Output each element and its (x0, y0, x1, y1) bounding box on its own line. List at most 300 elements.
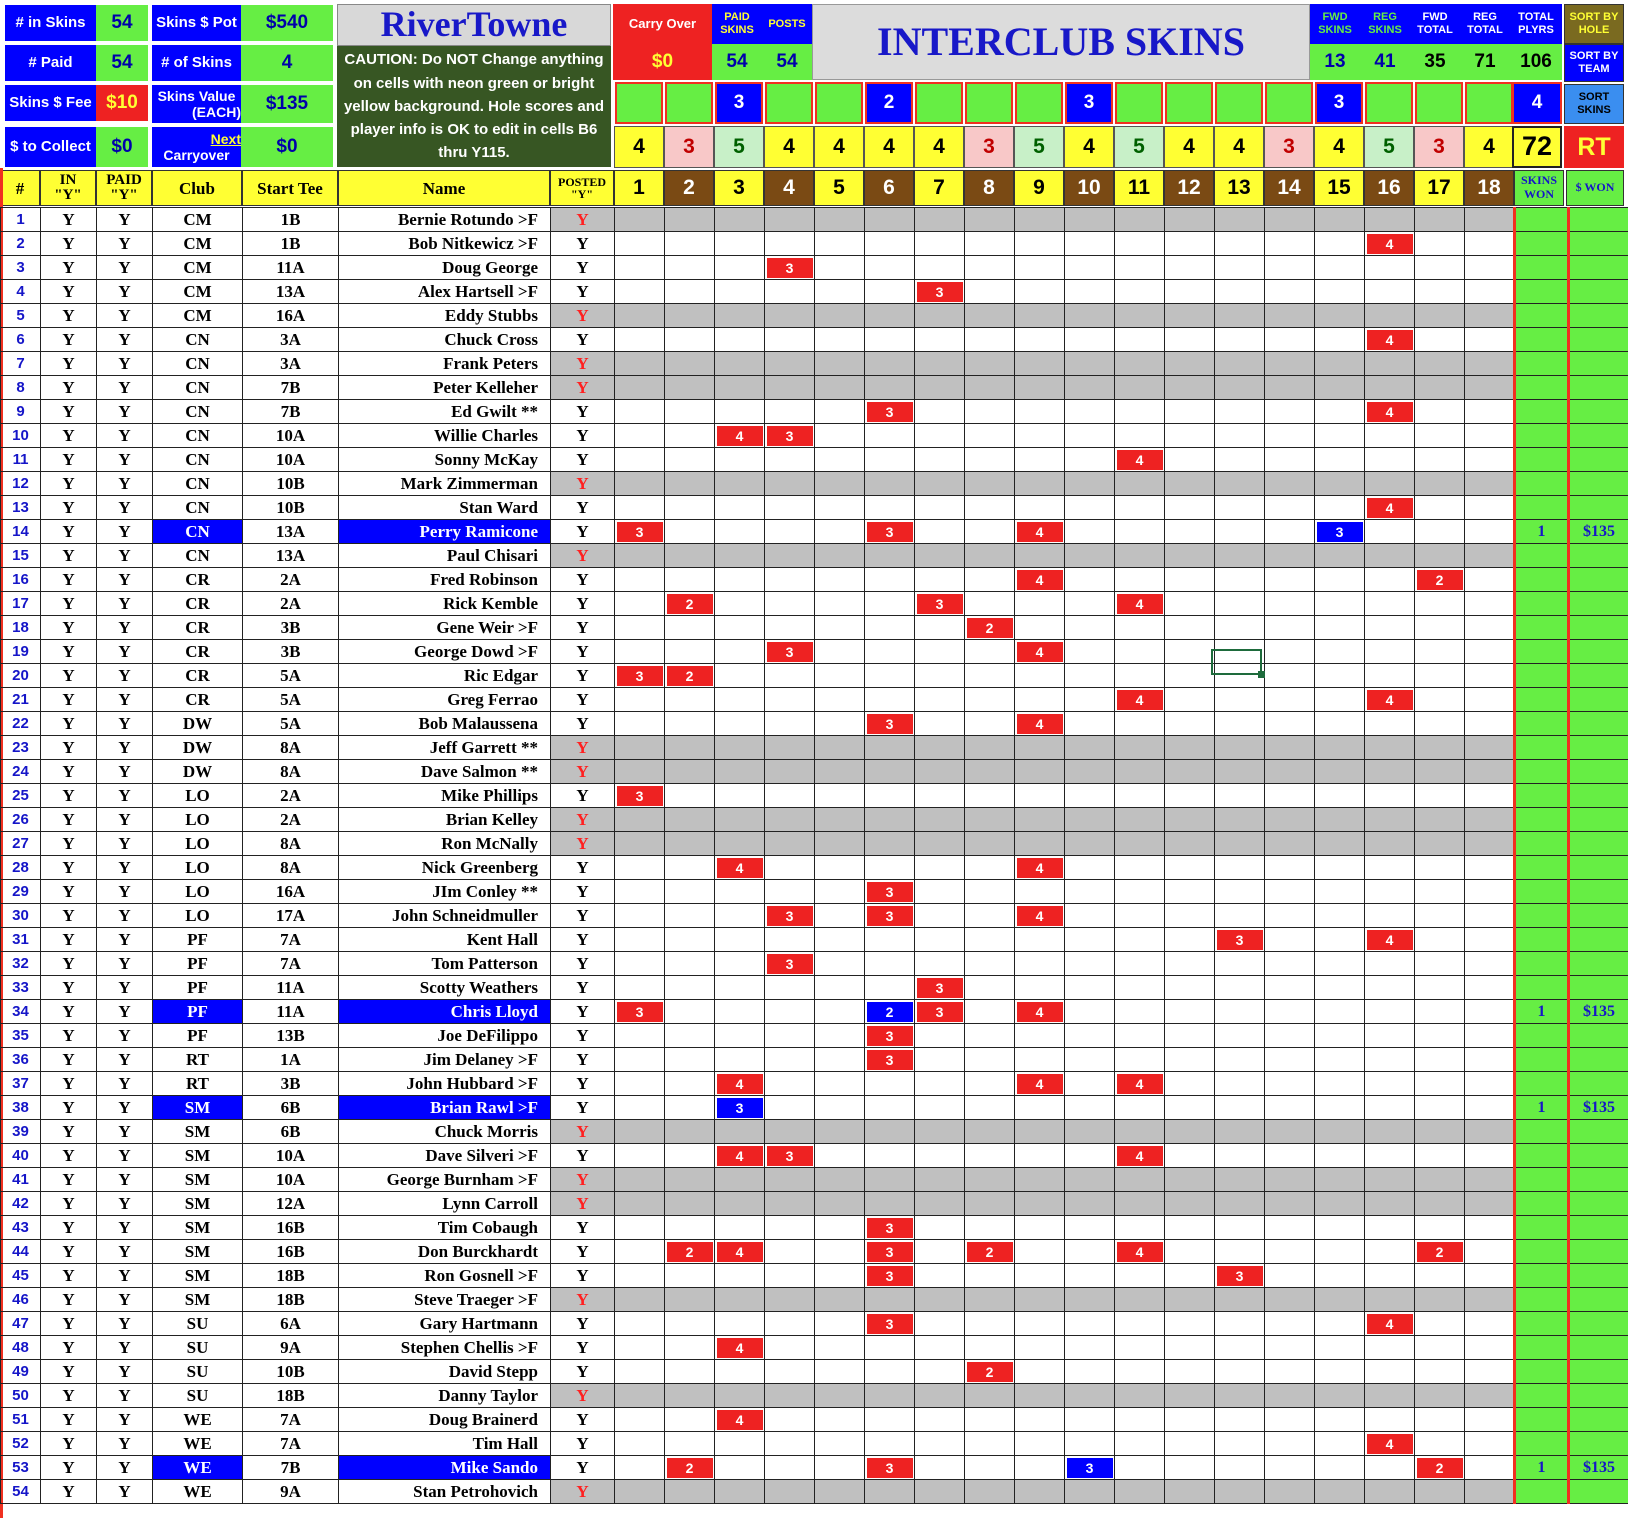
score-hole-1[interactable] (615, 880, 665, 904)
in-cell[interactable]: Y (41, 1240, 97, 1264)
score-hole-3[interactable] (715, 640, 765, 664)
score-hole-2[interactable] (665, 760, 715, 784)
score-hole-14[interactable] (1265, 520, 1315, 544)
score-hole-18[interactable] (1465, 1072, 1515, 1096)
score-hole-13[interactable] (1215, 1384, 1265, 1408)
score-hole-15[interactable] (1315, 376, 1365, 400)
score-hole-4[interactable] (765, 832, 815, 856)
score-hole-4[interactable] (765, 400, 815, 424)
score-hole-5[interactable] (815, 544, 865, 568)
score-hole-18[interactable] (1465, 1120, 1515, 1144)
score-hole-16[interactable] (1365, 472, 1415, 496)
start-tee-cell[interactable]: 3B (243, 616, 339, 640)
score-hole-17[interactable] (1415, 952, 1465, 976)
score-hole-16[interactable] (1365, 304, 1415, 328)
paid-cell[interactable]: Y (97, 256, 153, 280)
score-hole-18[interactable] (1465, 1024, 1515, 1048)
score-hole-12[interactable] (1165, 1360, 1215, 1384)
score-hole-6[interactable] (865, 280, 915, 304)
score-hole-15[interactable] (1315, 448, 1365, 472)
club-cell[interactable]: CN (153, 424, 243, 448)
in-cell[interactable]: Y (41, 208, 97, 232)
in-cell[interactable]: Y (41, 1312, 97, 1336)
score-hole-1[interactable] (615, 1360, 665, 1384)
score-hole-15[interactable] (1315, 1096, 1365, 1120)
score-hole-12[interactable] (1165, 424, 1215, 448)
score-hole-12[interactable] (1165, 1408, 1215, 1432)
score-hole-8[interactable] (965, 1072, 1015, 1096)
score-hole-3[interactable] (715, 1120, 765, 1144)
score-hole-2[interactable] (665, 832, 715, 856)
score-hole-2[interactable] (665, 1000, 715, 1024)
score-hole-16[interactable] (1365, 1120, 1415, 1144)
score-hole-14[interactable] (1265, 1288, 1315, 1312)
score-hole-5[interactable] (815, 736, 865, 760)
player-name[interactable]: Ron Gosnell >F (339, 1264, 551, 1288)
score-hole-11[interactable] (1115, 952, 1165, 976)
score-hole-3[interactable] (715, 1096, 765, 1120)
score-hole-8[interactable] (965, 1048, 1015, 1072)
in-cell[interactable]: Y (41, 1288, 97, 1312)
player-name[interactable]: Ron McNally (339, 832, 551, 856)
in-cell[interactable]: Y (41, 328, 97, 352)
paid-cell[interactable]: Y (97, 352, 153, 376)
score-hole-14[interactable] (1265, 688, 1315, 712)
score-hole-18[interactable] (1465, 544, 1515, 568)
score-hole-2[interactable] (665, 1120, 715, 1144)
score-hole-13[interactable] (1215, 1024, 1265, 1048)
score-hole-14[interactable] (1265, 232, 1315, 256)
club-cell[interactable]: LO (153, 904, 243, 928)
score-hole-13[interactable] (1215, 880, 1265, 904)
score-hole-5[interactable] (815, 1336, 865, 1360)
player-name[interactable]: Tom Patterson (339, 952, 551, 976)
score-hole-14[interactable] (1265, 1216, 1315, 1240)
score-hole-10[interactable] (1065, 1000, 1115, 1024)
posted-cell[interactable]: Y (551, 1168, 615, 1192)
in-cell[interactable]: Y (41, 472, 97, 496)
start-tee-cell[interactable]: 6B (243, 1120, 339, 1144)
score-hole-16[interactable] (1365, 616, 1415, 640)
club-cell[interactable]: PF (153, 1000, 243, 1024)
score-hole-4[interactable] (765, 1264, 815, 1288)
player-name[interactable]: Chuck Morris (339, 1120, 551, 1144)
start-tee-cell[interactable]: 7B (243, 1456, 339, 1480)
score-hole-17[interactable] (1415, 1360, 1465, 1384)
score-hole-7[interactable] (915, 712, 965, 736)
player-name[interactable]: Jim Delaney >F (339, 1048, 551, 1072)
score-hole-17[interactable] (1415, 280, 1465, 304)
score-hole-18[interactable] (1465, 832, 1515, 856)
score-hole-1[interactable] (615, 208, 665, 232)
score-hole-14[interactable] (1265, 1264, 1315, 1288)
score-hole-12[interactable] (1165, 232, 1215, 256)
score-hole-18[interactable] (1465, 568, 1515, 592)
in-cell[interactable]: Y (41, 232, 97, 256)
player-name[interactable]: Greg Ferrao (339, 688, 551, 712)
in-cell[interactable]: Y (41, 640, 97, 664)
score-hole-2[interactable] (665, 256, 715, 280)
score-hole-13[interactable] (1215, 1312, 1265, 1336)
score-hole-11[interactable] (1115, 1240, 1165, 1264)
posted-cell[interactable]: Y (551, 448, 615, 472)
score-hole-5[interactable] (815, 952, 865, 976)
score-hole-7[interactable] (915, 856, 965, 880)
paid-cell[interactable]: Y (97, 232, 153, 256)
score-hole-16[interactable] (1365, 280, 1415, 304)
score-hole-6[interactable] (865, 1456, 915, 1480)
score-hole-17[interactable] (1415, 328, 1465, 352)
score-hole-1[interactable] (615, 568, 665, 592)
score-hole-4[interactable] (765, 808, 815, 832)
score-hole-5[interactable] (815, 232, 865, 256)
score-hole-3[interactable] (715, 736, 765, 760)
score-hole-2[interactable] (665, 448, 715, 472)
score-hole-8[interactable] (965, 424, 1015, 448)
start-tee-cell[interactable]: 10B (243, 1360, 339, 1384)
score-hole-9[interactable] (1015, 1192, 1065, 1216)
in-cell[interactable]: Y (41, 1360, 97, 1384)
score-hole-9[interactable] (1015, 568, 1065, 592)
score-hole-6[interactable] (865, 1264, 915, 1288)
score-hole-18[interactable] (1465, 232, 1515, 256)
score-hole-11[interactable] (1115, 784, 1165, 808)
in-cell[interactable]: Y (41, 664, 97, 688)
score-hole-18[interactable] (1465, 712, 1515, 736)
score-hole-7[interactable] (915, 904, 965, 928)
paid-cell[interactable]: Y (97, 1456, 153, 1480)
score-hole-18[interactable] (1465, 1432, 1515, 1456)
score-hole-16[interactable] (1365, 1072, 1415, 1096)
score-hole-1[interactable] (615, 1120, 665, 1144)
score-hole-9[interactable] (1015, 352, 1065, 376)
score-hole-15[interactable] (1315, 928, 1365, 952)
paid-cell[interactable]: Y (97, 1264, 153, 1288)
in-cell[interactable]: Y (41, 424, 97, 448)
paid-cell[interactable]: Y (97, 1024, 153, 1048)
score-hole-1[interactable] (615, 448, 665, 472)
score-hole-5[interactable] (815, 928, 865, 952)
posted-cell[interactable]: Y (551, 712, 615, 736)
score-hole-10[interactable] (1065, 952, 1115, 976)
score-hole-1[interactable] (615, 784, 665, 808)
score-hole-11[interactable] (1115, 976, 1165, 1000)
score-hole-5[interactable] (815, 352, 865, 376)
score-hole-8[interactable] (965, 808, 1015, 832)
score-hole-4[interactable] (765, 352, 815, 376)
score-hole-15[interactable] (1315, 544, 1365, 568)
score-hole-7[interactable] (915, 1072, 965, 1096)
score-hole-7[interactable] (915, 1456, 965, 1480)
score-hole-15[interactable] (1315, 1216, 1365, 1240)
score-hole-2[interactable] (665, 1312, 715, 1336)
score-hole-10[interactable] (1065, 424, 1115, 448)
score-hole-7[interactable] (915, 832, 965, 856)
score-hole-4[interactable] (765, 712, 815, 736)
score-hole-15[interactable] (1315, 1264, 1365, 1288)
score-hole-5[interactable] (815, 520, 865, 544)
score-hole-5[interactable] (815, 1072, 865, 1096)
score-hole-16[interactable] (1365, 1432, 1415, 1456)
score-hole-18[interactable] (1465, 784, 1515, 808)
score-hole-5[interactable] (815, 280, 865, 304)
in-cell[interactable]: Y (41, 712, 97, 736)
score-hole-18[interactable] (1465, 352, 1515, 376)
score-hole-17[interactable] (1415, 1168, 1465, 1192)
score-hole-7[interactable] (915, 424, 965, 448)
score-hole-3[interactable] (715, 712, 765, 736)
score-hole-15[interactable] (1315, 472, 1365, 496)
score-hole-14[interactable] (1265, 760, 1315, 784)
score-hole-10[interactable] (1065, 976, 1115, 1000)
start-tee-cell[interactable]: 7A (243, 1408, 339, 1432)
score-hole-17[interactable] (1415, 352, 1465, 376)
score-hole-16[interactable] (1365, 424, 1415, 448)
score-hole-3[interactable] (715, 1264, 765, 1288)
score-hole-8[interactable] (965, 1192, 1015, 1216)
score-hole-6[interactable] (865, 880, 915, 904)
paid-cell[interactable]: Y (97, 592, 153, 616)
score-hole-18[interactable] (1465, 736, 1515, 760)
paid-cell[interactable]: Y (97, 904, 153, 928)
score-hole-5[interactable] (815, 808, 865, 832)
score-hole-7[interactable] (915, 472, 965, 496)
paid-cell[interactable]: Y (97, 304, 153, 328)
in-cell[interactable]: Y (41, 1456, 97, 1480)
score-hole-12[interactable] (1165, 280, 1215, 304)
score-hole-14[interactable] (1265, 1000, 1315, 1024)
score-hole-5[interactable] (815, 496, 865, 520)
score-hole-13[interactable] (1215, 1168, 1265, 1192)
score-hole-1[interactable] (615, 1000, 665, 1024)
score-hole-6[interactable] (865, 712, 915, 736)
paid-cell[interactable]: Y (97, 928, 153, 952)
sort-by-team-button[interactable]: SORT BY TEAM (1564, 44, 1624, 82)
score-hole-4[interactable] (765, 904, 815, 928)
start-tee-cell[interactable]: 7B (243, 400, 339, 424)
score-hole-3[interactable] (715, 1456, 765, 1480)
score-hole-15[interactable] (1315, 1072, 1365, 1096)
paid-cell[interactable]: Y (97, 1336, 153, 1360)
paid-cell[interactable]: Y (97, 784, 153, 808)
score-hole-11[interactable] (1115, 808, 1165, 832)
in-cell[interactable]: Y (41, 856, 97, 880)
club-cell[interactable]: CN (153, 328, 243, 352)
in-cell[interactable]: Y (41, 1432, 97, 1456)
score-hole-18[interactable] (1465, 1096, 1515, 1120)
in-cell[interactable]: Y (41, 760, 97, 784)
score-hole-8[interactable] (965, 688, 1015, 712)
score-hole-4[interactable] (765, 472, 815, 496)
score-hole-1[interactable] (615, 616, 665, 640)
posted-cell[interactable]: Y (551, 1024, 615, 1048)
score-hole-1[interactable] (615, 1312, 665, 1336)
score-hole-1[interactable] (615, 1480, 665, 1504)
score-hole-10[interactable] (1065, 616, 1115, 640)
score-hole-7[interactable] (915, 1096, 965, 1120)
score-hole-6[interactable] (865, 856, 915, 880)
score-hole-7[interactable] (915, 304, 965, 328)
club-cell[interactable]: LO (153, 784, 243, 808)
score-hole-5[interactable] (815, 1144, 865, 1168)
player-name[interactable]: Lynn Carroll (339, 1192, 551, 1216)
score-hole-16[interactable] (1365, 640, 1415, 664)
score-hole-16[interactable] (1365, 856, 1415, 880)
score-hole-12[interactable] (1165, 400, 1215, 424)
score-hole-4[interactable] (765, 208, 815, 232)
score-hole-15[interactable] (1315, 1360, 1365, 1384)
score-hole-9[interactable] (1015, 832, 1065, 856)
score-hole-16[interactable] (1365, 736, 1415, 760)
score-hole-14[interactable] (1265, 472, 1315, 496)
club-cell[interactable]: SM (153, 1216, 243, 1240)
score-hole-9[interactable] (1015, 280, 1065, 304)
score-hole-16[interactable] (1365, 1024, 1415, 1048)
score-hole-15[interactable] (1315, 808, 1365, 832)
score-hole-9[interactable] (1015, 496, 1065, 520)
start-tee-cell[interactable]: 13A (243, 544, 339, 568)
score-hole-7[interactable] (915, 1024, 965, 1048)
sort-skins-button[interactable]: SORT SKINS (1564, 84, 1624, 124)
score-hole-3[interactable] (715, 688, 765, 712)
score-hole-12[interactable] (1165, 1264, 1215, 1288)
score-hole-6[interactable] (865, 592, 915, 616)
player-name[interactable]: Kent Hall (339, 928, 551, 952)
score-hole-2[interactable] (665, 808, 715, 832)
score-hole-10[interactable] (1065, 664, 1115, 688)
score-hole-17[interactable] (1415, 1144, 1465, 1168)
score-hole-1[interactable] (615, 688, 665, 712)
score-hole-6[interactable] (865, 496, 915, 520)
in-cell[interactable]: Y (41, 880, 97, 904)
score-hole-7[interactable] (915, 736, 965, 760)
score-hole-16[interactable] (1365, 976, 1415, 1000)
score-hole-6[interactable] (865, 328, 915, 352)
score-hole-4[interactable] (765, 496, 815, 520)
start-tee-cell[interactable]: 5A (243, 688, 339, 712)
start-tee-cell[interactable]: 1B (243, 232, 339, 256)
score-hole-6[interactable] (865, 1096, 915, 1120)
in-cell[interactable]: Y (41, 928, 97, 952)
score-hole-6[interactable] (865, 1048, 915, 1072)
score-hole-4[interactable] (765, 376, 815, 400)
score-hole-11[interactable] (1115, 688, 1165, 712)
club-cell[interactable]: SM (153, 1240, 243, 1264)
score-hole-1[interactable] (615, 328, 665, 352)
club-cell[interactable]: SM (153, 1264, 243, 1288)
score-hole-2[interactable] (665, 400, 715, 424)
score-hole-17[interactable] (1415, 424, 1465, 448)
score-hole-8[interactable] (965, 1360, 1015, 1384)
score-hole-8[interactable] (965, 376, 1015, 400)
score-hole-3[interactable] (715, 544, 765, 568)
score-hole-3[interactable] (715, 328, 765, 352)
score-hole-3[interactable] (715, 280, 765, 304)
score-hole-13[interactable] (1215, 1456, 1265, 1480)
posted-cell[interactable]: Y (551, 352, 615, 376)
score-hole-6[interactable] (865, 544, 915, 568)
start-tee-cell[interactable]: 10A (243, 424, 339, 448)
score-hole-4[interactable] (765, 976, 815, 1000)
score-hole-6[interactable] (865, 520, 915, 544)
score-hole-11[interactable] (1115, 280, 1165, 304)
score-hole-18[interactable] (1465, 1288, 1515, 1312)
score-hole-2[interactable] (665, 1096, 715, 1120)
paid-cell[interactable]: Y (97, 1432, 153, 1456)
score-hole-11[interactable] (1115, 904, 1165, 928)
posted-cell[interactable]: Y (551, 1216, 615, 1240)
score-hole-5[interactable] (815, 1168, 865, 1192)
score-hole-7[interactable] (915, 568, 965, 592)
score-hole-16[interactable] (1365, 1480, 1415, 1504)
score-hole-17[interactable] (1415, 1072, 1465, 1096)
score-hole-8[interactable] (965, 736, 1015, 760)
in-cell[interactable]: Y (41, 1024, 97, 1048)
score-hole-17[interactable] (1415, 1312, 1465, 1336)
score-hole-15[interactable] (1315, 664, 1365, 688)
in-cell[interactable]: Y (41, 544, 97, 568)
score-hole-1[interactable] (615, 712, 665, 736)
score-hole-8[interactable] (965, 1288, 1015, 1312)
score-hole-12[interactable] (1165, 1480, 1215, 1504)
score-hole-4[interactable] (765, 928, 815, 952)
score-hole-4[interactable] (765, 616, 815, 640)
in-cell[interactable]: Y (41, 400, 97, 424)
player-name[interactable]: Ric Edgar (339, 664, 551, 688)
score-hole-9[interactable] (1015, 1336, 1065, 1360)
score-hole-3[interactable] (715, 520, 765, 544)
score-hole-10[interactable] (1065, 808, 1115, 832)
score-hole-13[interactable] (1215, 1360, 1265, 1384)
score-hole-18[interactable] (1465, 592, 1515, 616)
score-hole-15[interactable] (1315, 1384, 1365, 1408)
score-hole-9[interactable] (1015, 1264, 1065, 1288)
score-hole-12[interactable] (1165, 616, 1215, 640)
score-hole-3[interactable] (715, 568, 765, 592)
score-hole-17[interactable] (1415, 1120, 1465, 1144)
paid-cell[interactable]: Y (97, 952, 153, 976)
score-hole-10[interactable] (1065, 1192, 1115, 1216)
paid-cell[interactable]: Y (97, 856, 153, 880)
in-cell[interactable]: Y (41, 520, 97, 544)
score-hole-15[interactable] (1315, 1432, 1365, 1456)
score-hole-4[interactable] (765, 784, 815, 808)
score-hole-17[interactable] (1415, 784, 1465, 808)
score-hole-18[interactable] (1465, 688, 1515, 712)
score-hole-14[interactable] (1265, 1240, 1315, 1264)
score-hole-2[interactable] (665, 568, 715, 592)
score-hole-17[interactable] (1415, 880, 1465, 904)
score-hole-12[interactable] (1165, 1240, 1215, 1264)
score-hole-12[interactable] (1165, 448, 1215, 472)
score-hole-15[interactable] (1315, 424, 1365, 448)
score-hole-2[interactable] (665, 1432, 715, 1456)
score-hole-7[interactable] (915, 256, 965, 280)
score-hole-6[interactable] (865, 304, 915, 328)
score-hole-9[interactable] (1015, 1480, 1065, 1504)
score-hole-5[interactable] (815, 1288, 865, 1312)
in-cell[interactable]: Y (41, 376, 97, 400)
score-hole-7[interactable] (915, 1144, 965, 1168)
player-name[interactable]: Bernie Rotundo >F (339, 208, 551, 232)
club-cell[interactable]: CN (153, 496, 243, 520)
club-cell[interactable]: CR (153, 568, 243, 592)
start-tee-cell[interactable]: 2A (243, 784, 339, 808)
in-cell[interactable]: Y (41, 1264, 97, 1288)
score-hole-5[interactable] (815, 760, 865, 784)
score-hole-18[interactable] (1465, 664, 1515, 688)
score-hole-12[interactable] (1165, 760, 1215, 784)
